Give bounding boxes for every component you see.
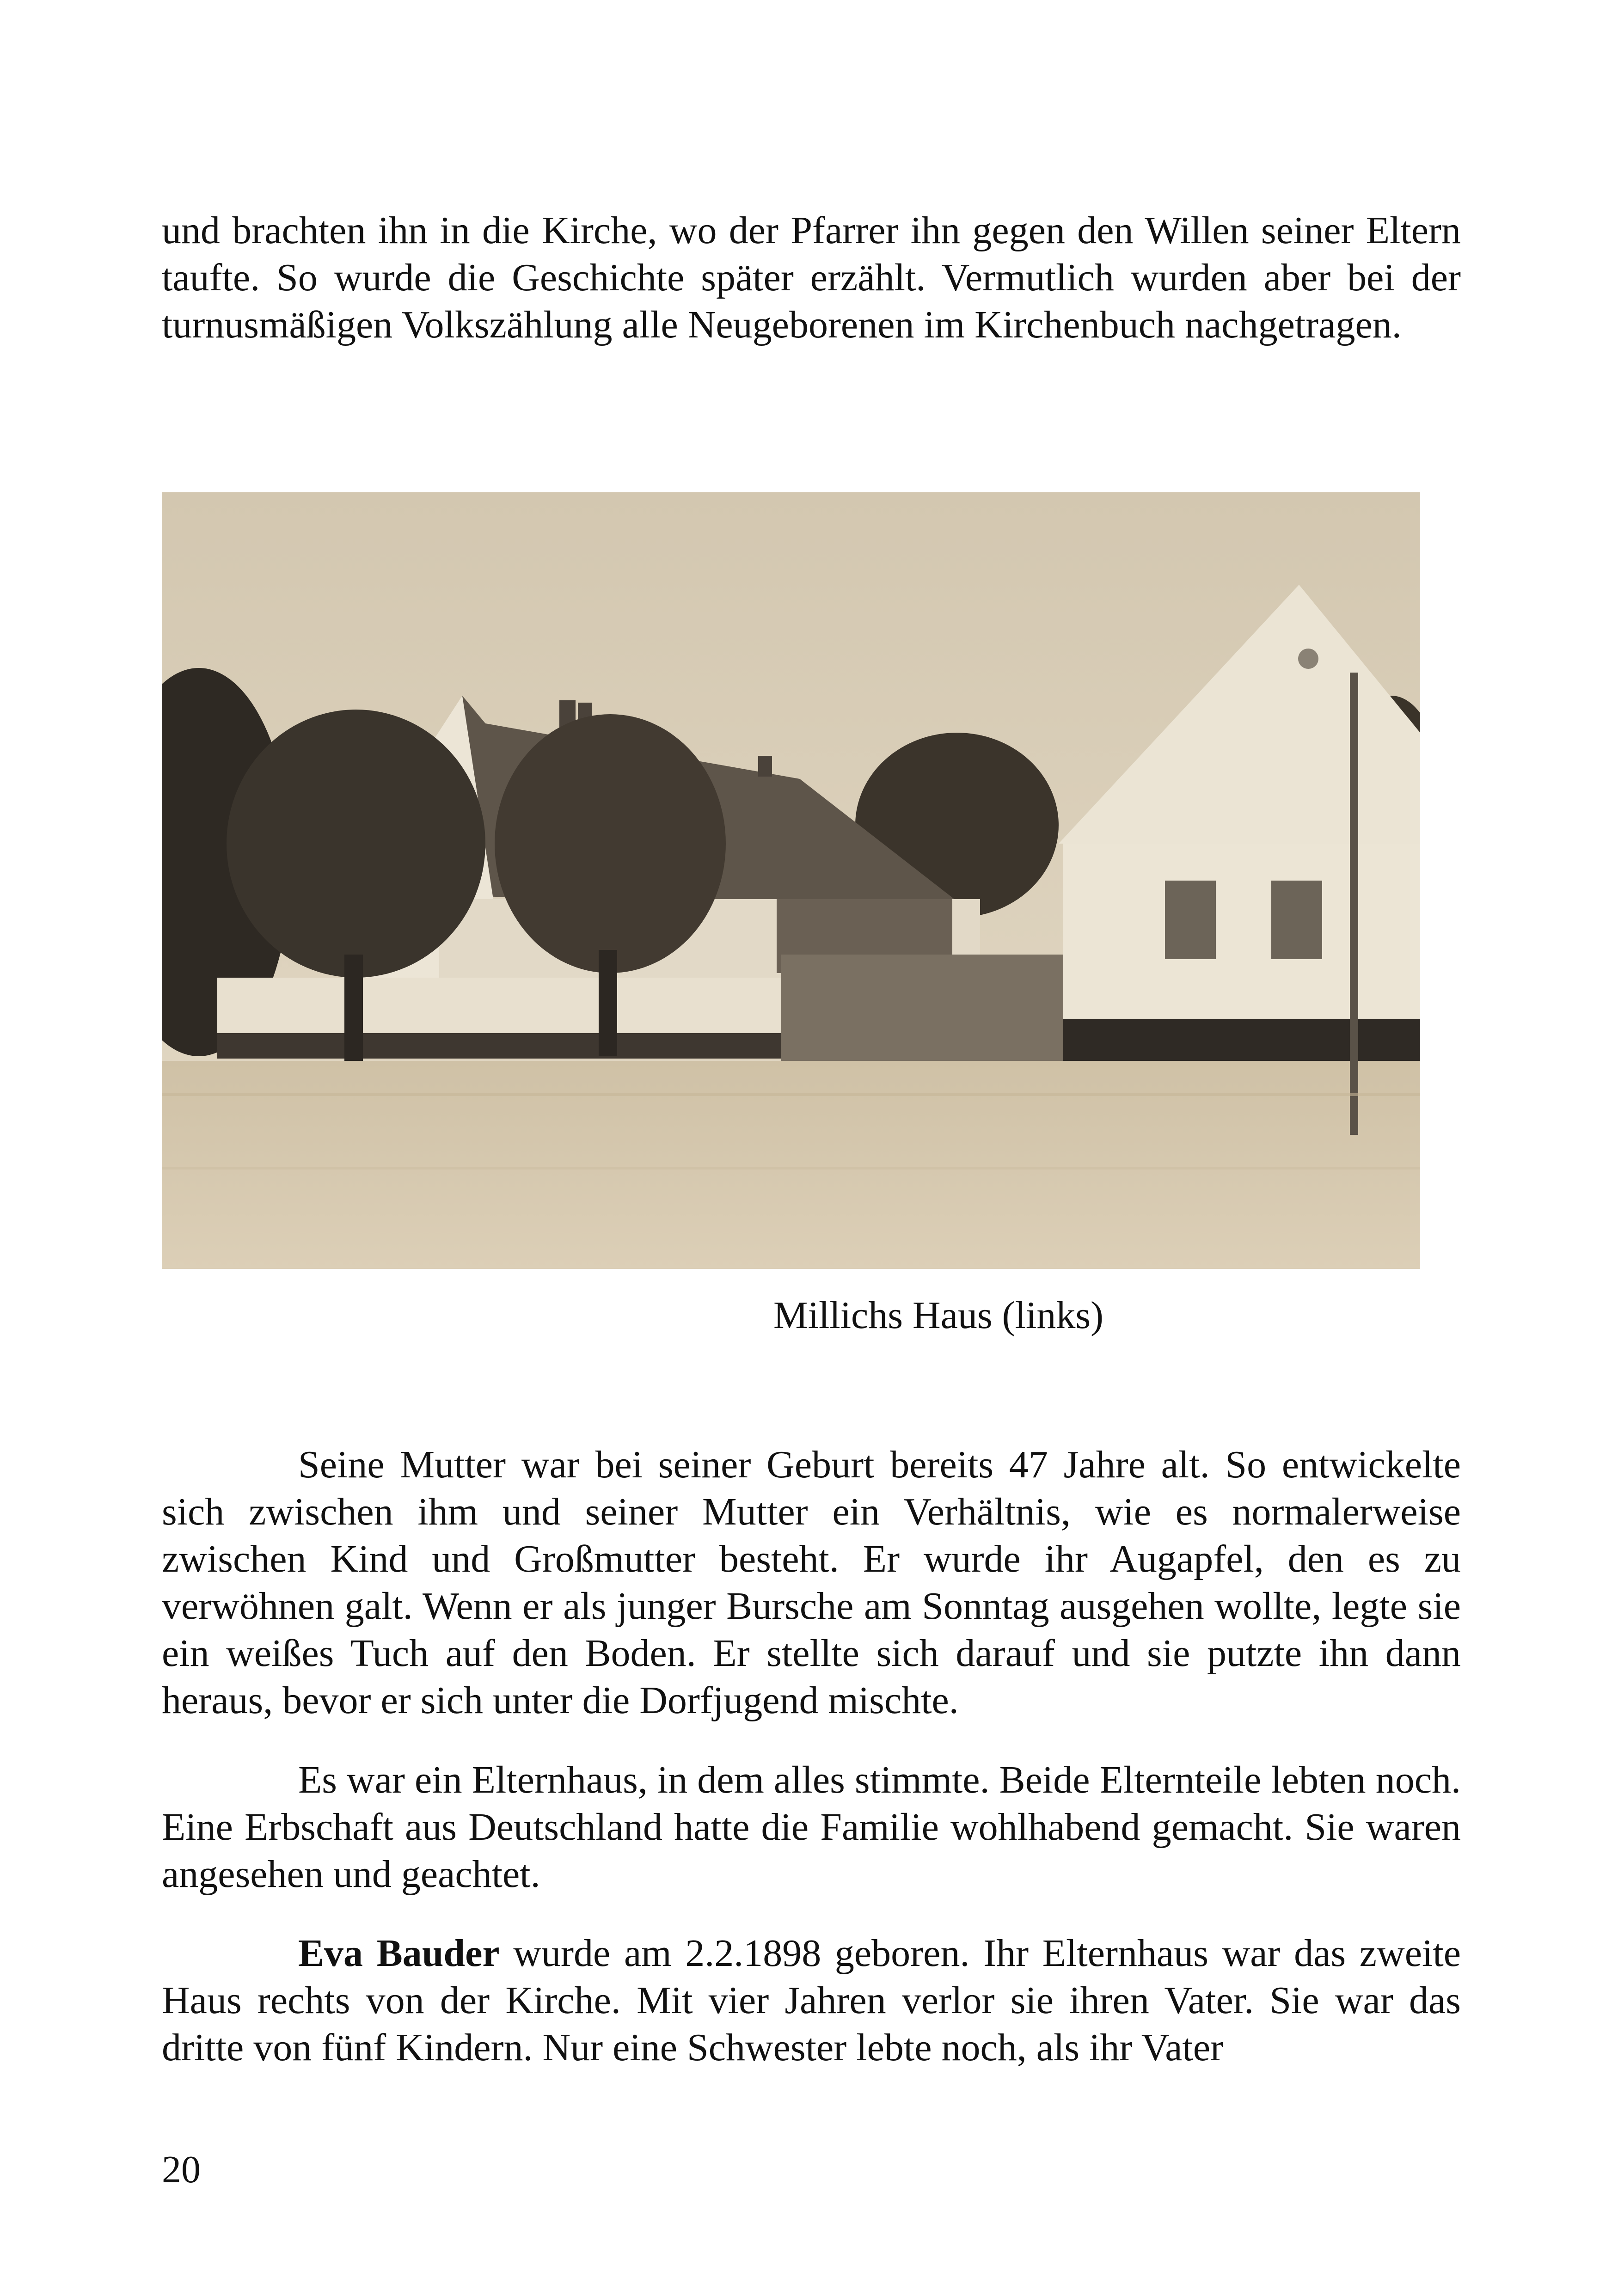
photo-millichs-haus: [162, 492, 1420, 1269]
paragraph-4-text: wurde am 2.2.1898 geboren. Ihr Elternhaus war das zweite Haus rechts von der Kirche. Mit vier Jahren verlor sie ihren Vater. Sie war das dritte von fünf Kindern. Nur eine Schwester lebte noch, als ihr Vater: [162, 1932, 1461, 2069]
photo-illustration: [162, 492, 1420, 1269]
paragraph-4: [162, 1930, 1461, 2071]
paragraph-1: und brachten ihn in die Kirche, wo der Pfarrer ihn gegen den Willen seiner Eltern taufte. So wurde die Geschichte später erzählt. Vermutlich wurden aber bei der turnusmäßigen Volkszählung alle Neugeborenen im Kirchenbuch nachgetragen.: [162, 209, 1461, 346]
page-number: 20: [162, 2148, 201, 2191]
photo-caption: Millichs Haus (links): [773, 1294, 1103, 1337]
person-name: Eva Bauder: [298, 1932, 500, 1975]
paragraph-3: Es war ein Elternhaus, in dem alles stimmte. Beide Elternteile lebten noch. Eine Erbschaft aus Deutschland hatte die Familie wohlhabend gemacht. Sie waren angesehen und geachtet.: [162, 1758, 1461, 1896]
paragraph-2: Seine Mutter war bei seiner Geburt bereits 47 Jahre alt. So entwickelte sich zwischen ihm und seiner Mutter ein Verhältnis, wie es normalerweise zwischen Kind und Großmutter besteht. Er wurde ihr Augapfel, den es zu verwöhnen galt. Wenn er als junger Bursche am Sonntag ausgehen wollte, legte sie ein weißes Tuch auf den Boden. Er stellte sich darauf und sie putzte ihn dann heraus, bevor er sich unter die Dorfjugend mischte.: [162, 1443, 1461, 1722]
